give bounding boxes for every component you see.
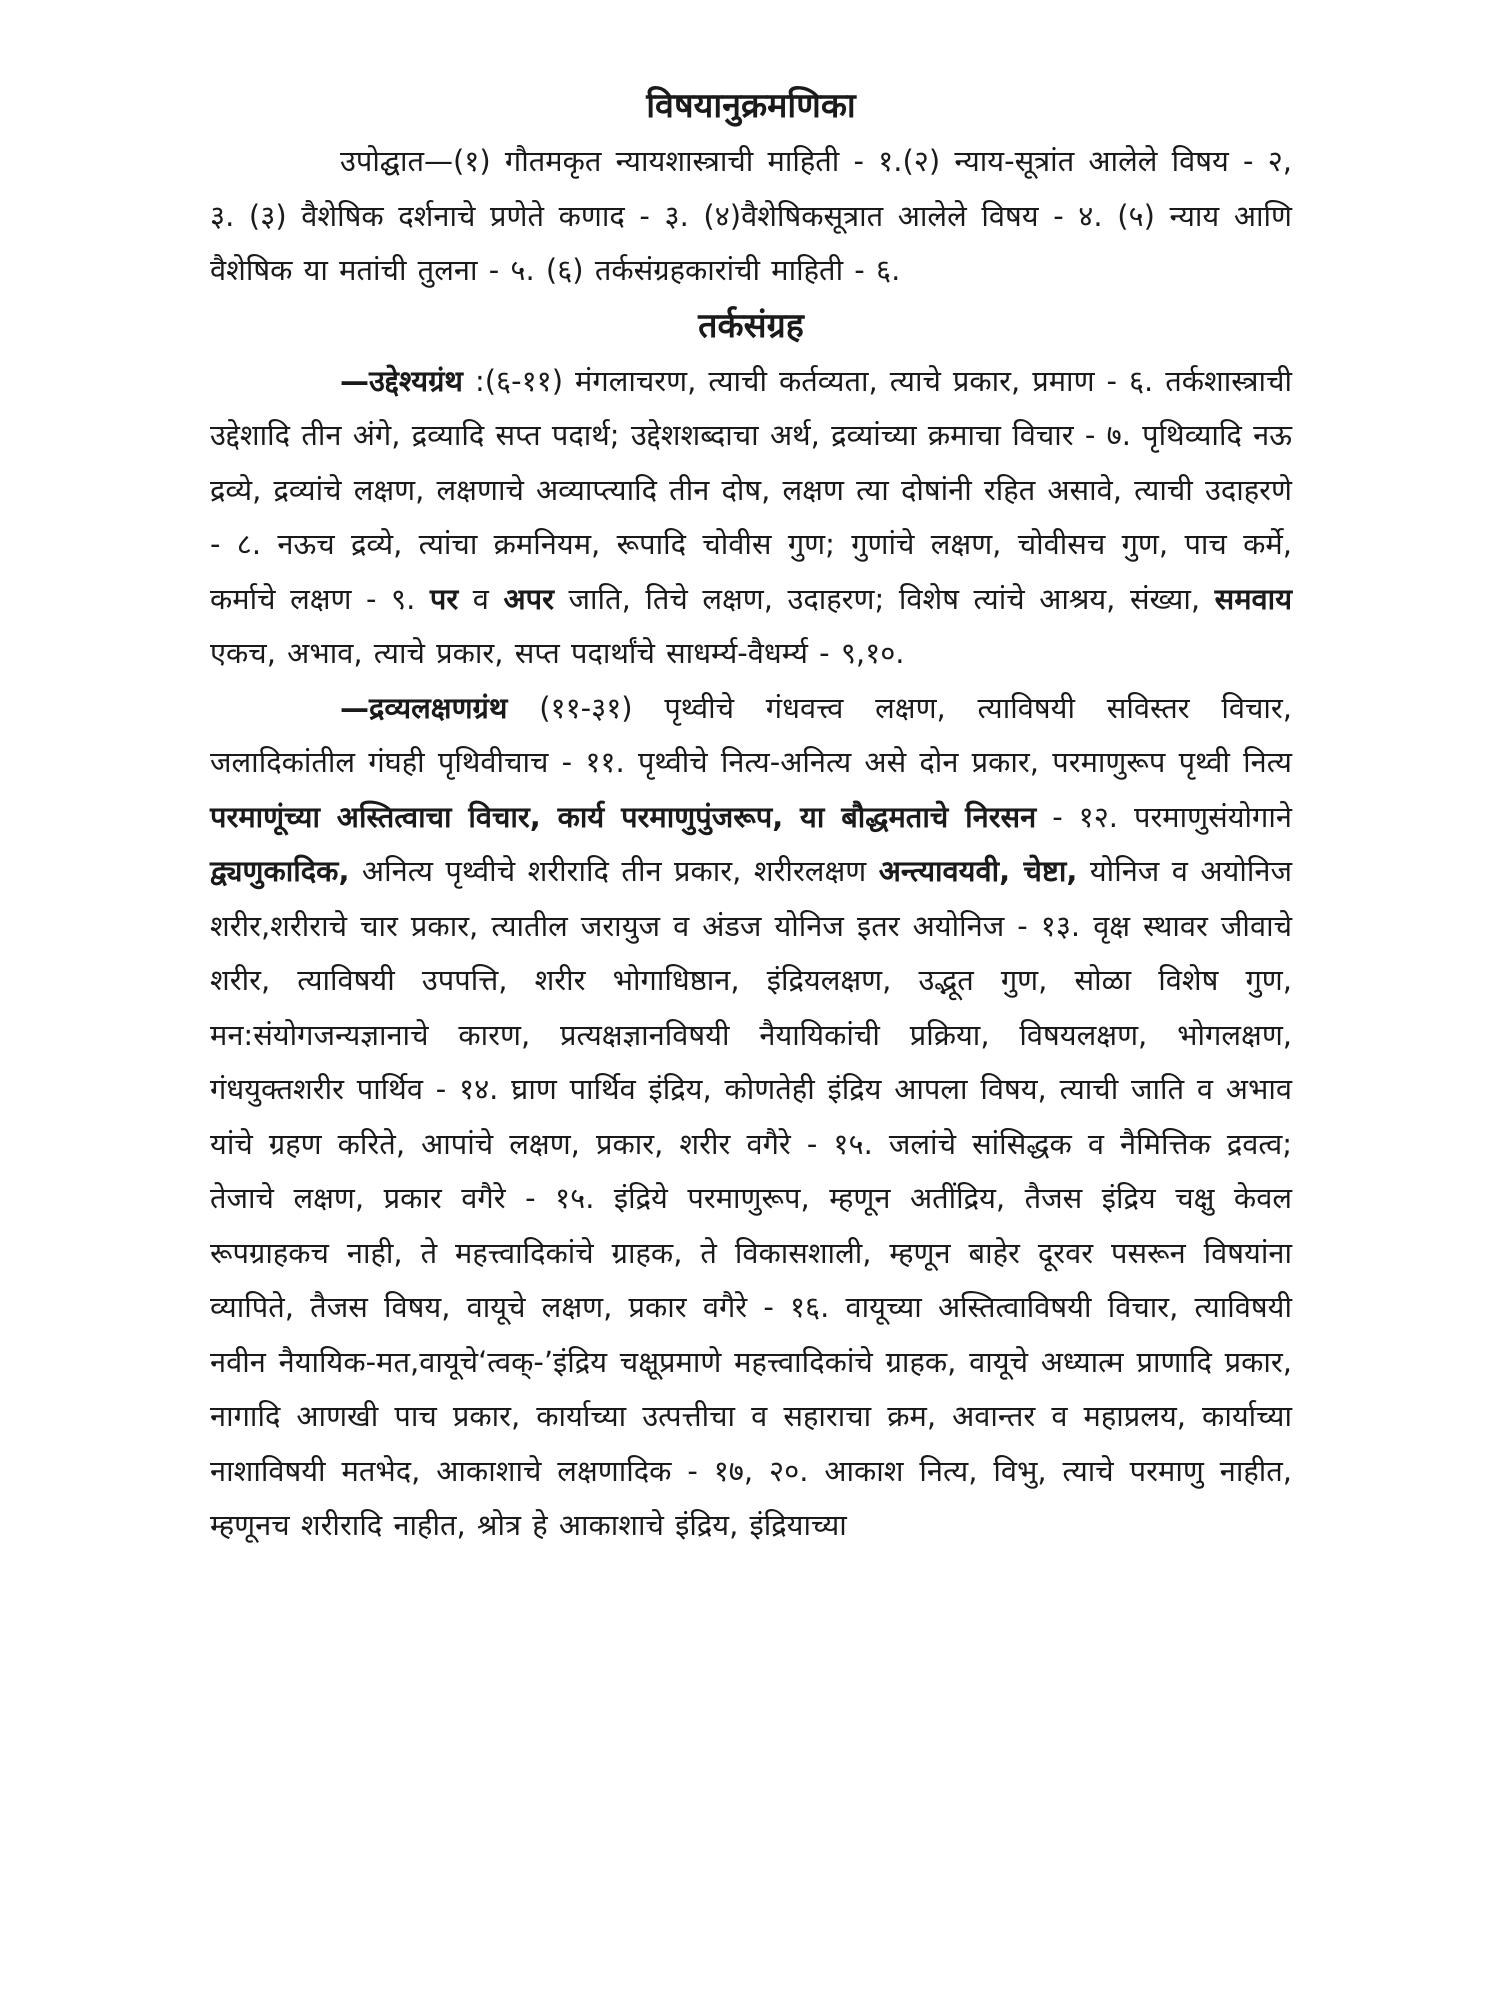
uddeshya-text-1: :(६-११) मंगलाचरण, त्याची कर्तव्यता, त्याचे प्रकार, प्रमाण - ६. तर्कशास्त्राची उद्देशादि तीन अंगे, द्रव्यादि सप्त पदार्थ; उद्देशशब्दाचा अर्थ, द्रव्यांच्या क्रमाचा विचार - ७. पृथिव्यादि नऊ द्रव्ये, द्रव्यांचे लक्षण, लक्षणाचे अव्याप्त्यादि तीन दोष, लक्षण त्या दोषांनी रहित असावे, त्याची उदाहरणे - ८. नऊच द्रव्ये, त्यांचा क्रमनियम, रूपादि चोवीस गुण; गुणांचे लक्षण, चोवीसच गुण, पाच कर्मे, कर्माचे लक्षण - ९. [210, 363, 1292, 616]
dravya-bold-3: अन्त्यावयवी, चेष्टा, [878, 854, 1078, 888]
uddeshya-paragraph [210, 354, 1292, 681]
dravya-lead: —द्रव्यलक्षणग्रंथ [340, 690, 508, 725]
uddeshya-lead: —उद्देश्यग्रंथ [340, 363, 463, 398]
intro-paragraph: उपोद्घात—(१) गौतमकृत न्यायशास्त्राची माहिती - १.(२) न्याय-सूत्रांत आलेले विषय - २, ३. (३) वैशेषिक दर्शनाचे प्रणेते कणाद - ३. (४)वैशेषिकसूत्रात आलेले विषय - ४. (५) न्याय आणि वैशेषिक या मतांची तुलना - ५. (६) तर्कसंग्रहकारांची माहिती - ६. [210, 144, 1292, 287]
uddeshya-text-3: जाति, तिचे लक्षण, उदाहरण; विशेष त्यांचे आश्रय, संख्या, [553, 581, 1215, 616]
dravya-bold-2: द्व्यणुकादिक, [210, 854, 350, 888]
section-title: तर्कसंग्रह [698, 305, 804, 346]
dravya-text-2: - १२. परमाणुसंयोगाने [1036, 799, 1292, 834]
dravya-text-3: अनित्य पृथ्वीचे शरीरादि तीन प्रकार, शरीरलक्षण [349, 854, 879, 888]
dravya-text-1: (११-३१) पृथ्वीचे गंधवत्त्व लक्षण, त्याविषयी सविस्तर विचार, जलादिकांतील गंघही पृथिवीचाच - ११. पृथ्वीचे नित्य-अनित्य असे दोन प्रकार, परमाणुरूप पृथ्वी नित्य [210, 690, 1292, 779]
uddeshya-text-4: एकच, अभाव, त्याचे प्रकार, सप्त पदार्थांचे साधर्म्य-वैधर्म्य - ९,१०. [210, 636, 905, 670]
toc-title: विषयानुक्रमणिका [646, 86, 856, 126]
uddeshya-text-2: व [458, 581, 504, 616]
dravya-bold-1: परमाणूंच्या अस्तित्वाचा विचार, कार्य परमाणुपुंजरूप, या बौद्धमताचे निरसन [210, 799, 1037, 834]
uddeshya-bold-1: पर [429, 581, 459, 616]
dravya-text-4: योनिज व अयोनिज शरीर,शरीराचे चार प्रकार, त्यातील जरायुज व अंडज योनिज इतर अयोनिज - १३. वृक्ष स्थावर जीवाचे शरीर, त्याविषयी उपपत्ति, शरीर भोगाधिष्ठान, इंद्रियलक्षण, उद्भूत गुण, सोळा विशेष गुण, मन:संयोगजन्यज्ञानाचे कारण, प्रत्यक्षज्ञानविषयी नैयायिकांची प्रक्रिया, विषयलक्षण, भोगलक्षण, गंधयुक्तशरीर पार्थिव - १४. घ्राण पार्थिव इंद्रिय, कोणतेही इंद्रिय आपला विषय, त्याची जाति व अभाव यांचे ग्रहण करिते, आपांचे लक्षण, प्रकार, शरीर वगैरे - १५. जलांचे सांसिद्धक व नैमित्तिक द्रवत्व; तेजाचे लक्षण, प्रकार वगैरे - १५. इंद्रिये परमाणुरूप, म्हणून अतींद्रिय, तैजस इंद्रिय चक्षु केवल रूपग्राहकच नाही, ते महत्त्वादिकांचे ग्राहक, ते विकासशाली, म्हणून बाहेर दूरवर पसरून विषयांना व्यापिते, तैजस विषय, वायूचे लक्षण, प्रकार वगैरे - १६. वायूच्या अस्तित्वाविषयी विचार, त्याविषयी नवीन नैयायिक-मत,वायूचे‘त्वक्-’इंद्रिय चक्षूप्रमाणे महत्त्वादिकांचे ग्राहक, वायूचे अध्यात्म प्राणादि प्रकार, नागादि आणखी पाच प्रकार, कार्याच्या उत्पत्तीचा व सहाराचा क्रम, अवान्तर व महाप्रलय, कार्याच्या नाशाविषयी मतभेद, आकाशाचे लक्षणादिक - १७, २०. आकाश नित्य, विभु, त्याचे परमाणु नाहीत, म्हणूनच शरीरादि नाहीत, श्रोत्र हे आकाशाचे इंद्रिय, इंद्रियाच्या [210, 854, 1292, 1542]
uddeshya-bold-2: अपर [503, 581, 554, 616]
uddeshya-bold-3: समवाय [1214, 581, 1293, 616]
dravya-paragraph [210, 681, 1292, 1553]
